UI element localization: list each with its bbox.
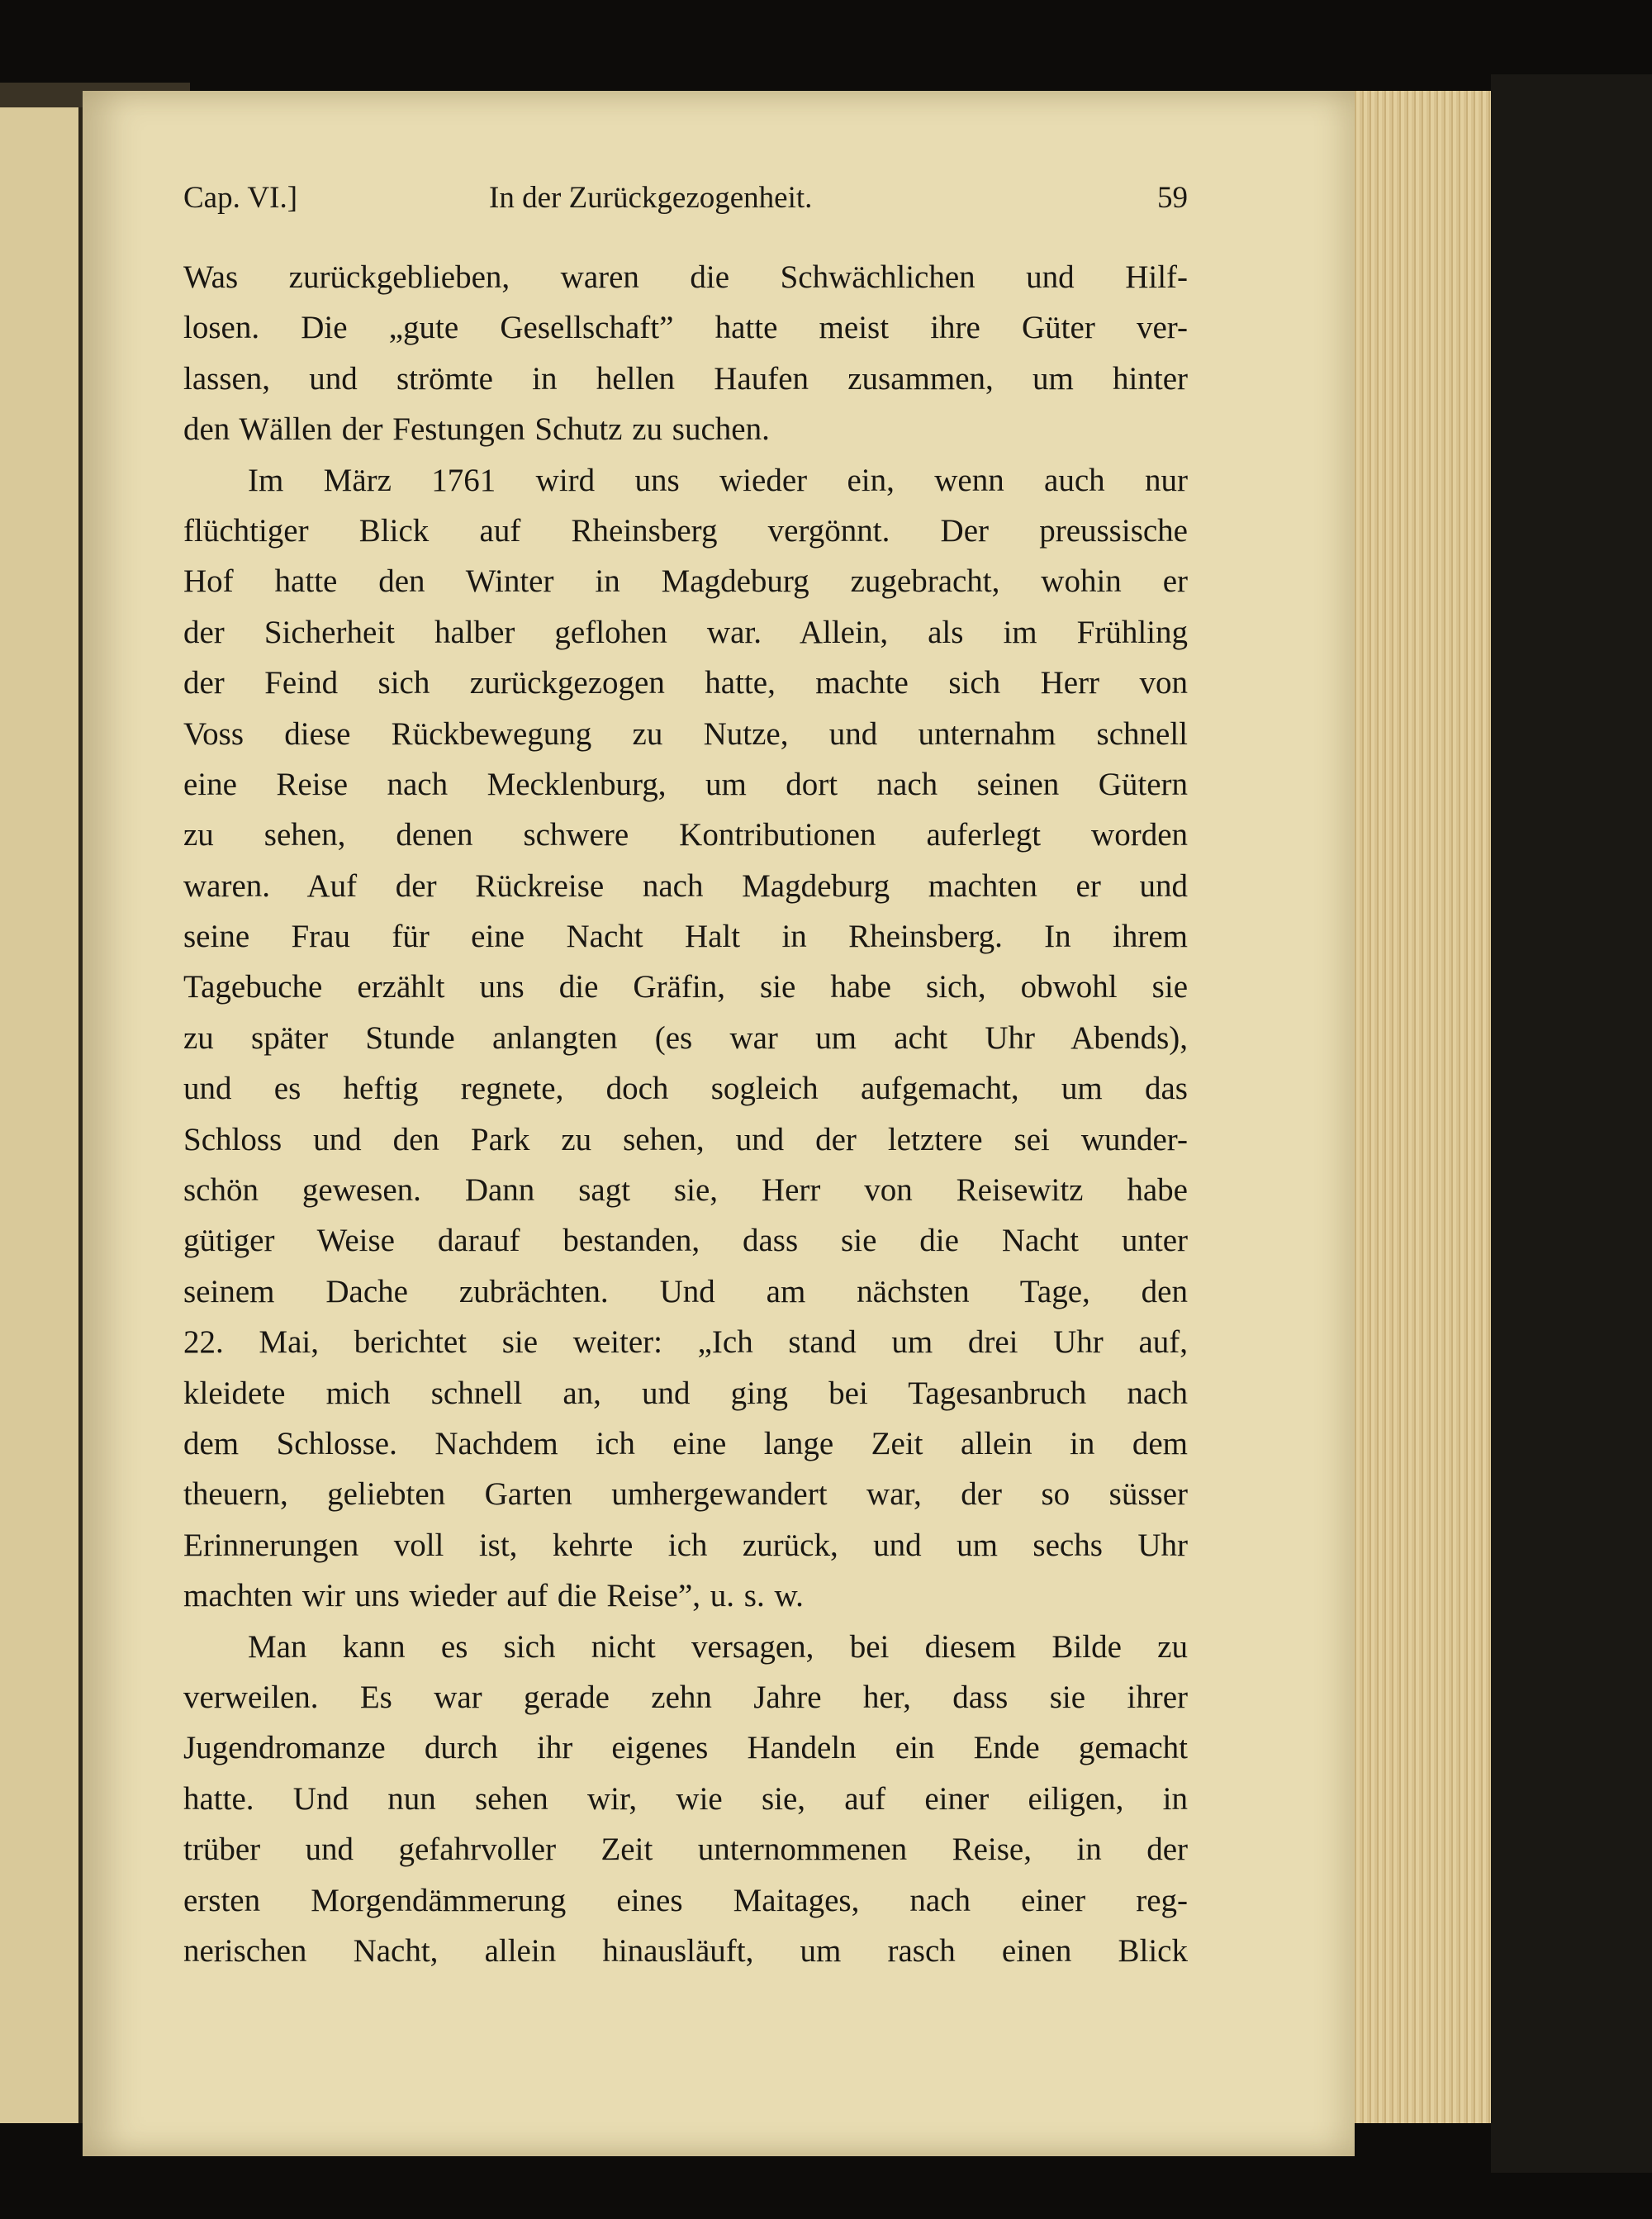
text-line: Erinnerungen voll ist, kehrte ich zurück, und um sechs Uhr xyxy=(183,1527,1188,1563)
text-line: eine Reise nach Mecklenburg, um dort nach seinen Gütern xyxy=(183,766,1188,802)
text-line: ersten Morgendämmerung eines Maitages, nach einer reg- xyxy=(183,1882,1188,1918)
chapter-label: Cap. VI.] xyxy=(183,181,298,215)
text-line: waren. Auf der Rückreise nach Magdeburg machten er und xyxy=(183,867,1188,904)
text-line: verweilen. Es war gerade zehn Jahre her, dass sie ihrer xyxy=(183,1679,1188,1715)
text-line: schön gewesen. Dann sagt sie, Herr von Reisewitz habe xyxy=(183,1172,1188,1209)
book-cover-edge xyxy=(1491,74,1652,2173)
text-line: Man kann es sich nicht versagen, bei diesem Bilde zu xyxy=(248,1628,1188,1665)
text-line: der Feind sich zurückgezogen hatte, machte sich Herr von xyxy=(183,665,1188,701)
text-line: der Sicherheit halber geflohen war. Allein, als im Frühling xyxy=(183,614,1188,650)
text-line: seine Frau für eine Nacht Halt in Rheinsberg. In ihrem xyxy=(183,919,1188,955)
text-line: den Wällen der Festungen Schutz zu suchen. xyxy=(183,411,770,448)
text-line: dem Schlosse. Nachdem ich eine lange Zeit allein in dem xyxy=(183,1425,1188,1461)
text-line: hatte. Und nun sehen wir, wie sie, auf einer eiligen, in xyxy=(183,1780,1188,1817)
text-line: flüchtiger Blick auf Rheinsberg vergönnt. Der preussische xyxy=(183,512,1188,549)
text-line: Voss diese Rückbewegung zu Nutze, und unternahm schnell xyxy=(183,715,1188,752)
text-line: Was zurückgeblieben, waren die Schwächlichen und Hilf- xyxy=(183,259,1188,295)
text-line: trüber und gefahrvoller Zeit unternommenen Reise, in der xyxy=(183,1832,1188,1868)
text-line: machten wir uns wieder auf die Reise”, u. s. w. xyxy=(183,1578,804,1614)
text-line: Schloss und den Park zu sehen, und der letztere sei wunder- xyxy=(183,1121,1188,1157)
left-page-edge xyxy=(0,107,83,2123)
page-number: 59 xyxy=(1157,181,1188,215)
text-line: gütiger Weise darauf bestanden, dass sie die Nacht unter xyxy=(183,1223,1188,1259)
text-line: theuern, geliebten Garten umhergewandert war, der so süsser xyxy=(183,1476,1188,1513)
text-line: lassen, und strömte in hellen Haufen zusammen, um hinter xyxy=(183,360,1188,397)
paragraph xyxy=(183,252,1188,455)
text-line: kleidete mich schnell an, und ging bei Tagesanbruch nach xyxy=(183,1375,1188,1411)
text-line: losen. Die „gute Gesellschaft” hatte meist ihre Güter ver- xyxy=(183,310,1188,346)
text-line: zu später Stunde anlangten (es war um acht Uhr Abends), xyxy=(183,1019,1188,1056)
running-header xyxy=(183,180,1188,221)
text-line: 22. Mai, berichtet sie weiter: „Ich stand um drei Uhr auf, xyxy=(183,1324,1188,1361)
text-line: seinem Dache zubrächten. Und am nächsten Tage, den xyxy=(183,1273,1188,1309)
text-line: und es heftig regnete, doch sogleich aufgemacht, um das xyxy=(183,1071,1188,1107)
paragraph xyxy=(183,455,1188,1622)
text-line: Jugendromanze durch ihr eigenes Handeln ein Ende gemacht xyxy=(183,1730,1188,1766)
paragraph xyxy=(183,1622,1188,1977)
text-line: zu sehen, denen schwere Kontributionen auferlegt worden xyxy=(183,817,1188,853)
body-text xyxy=(183,252,1188,1976)
running-title: In der Zurückgezogenheit. xyxy=(489,181,813,215)
text-line: Im März 1761 wird uns wieder ein, wenn auch nur xyxy=(248,462,1188,498)
text-line: Tagebuche erzählt uns die Gräfin, sie habe sich, obwohl sie xyxy=(183,969,1188,1005)
text-line: Hof hatte den Winter in Magdeburg zugebracht, wohin er xyxy=(183,563,1188,600)
text-line: nerischen Nacht, allein hinausläuft, um rasch einen Blick xyxy=(183,1932,1188,1969)
